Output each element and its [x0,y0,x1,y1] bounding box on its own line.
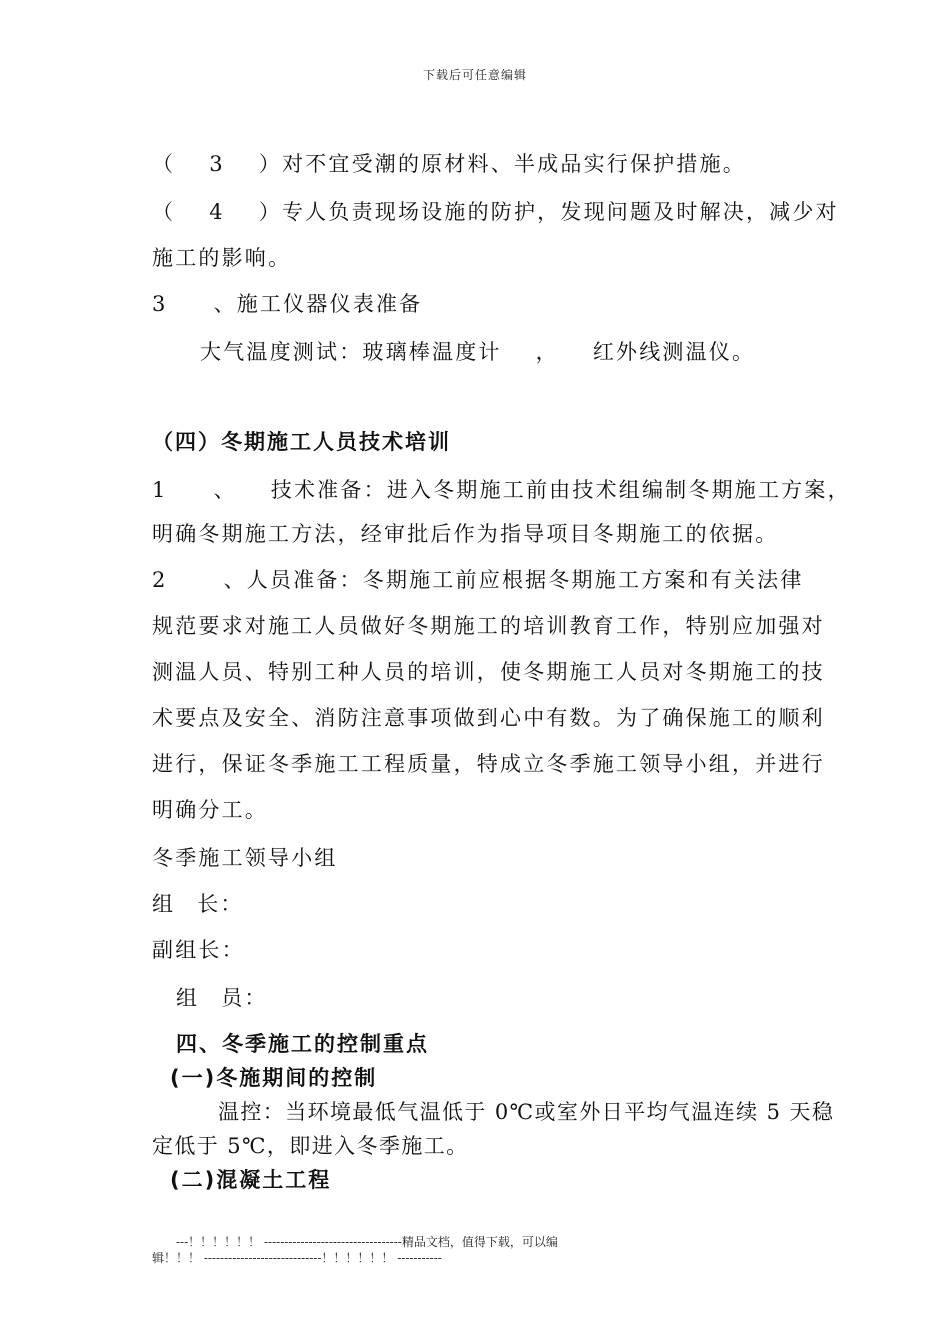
leadership-group-title: 冬季施工领导小组 [152,846,338,870]
training-heading: （四）冬期施工人员技术培训 [152,430,451,454]
instrument-infrared: 红外线测温仪。 [592,340,756,364]
footer-line-2: 辑！！！ -----------------------------！！！！！！ ----------- [152,1251,442,1265]
group-leader-line [152,890,244,918]
section-3-text: 、施工仪器仪表准备 [213,292,423,316]
staff-prep-line-2: 规范要求对施工人员做好冬期施工的培训教育工作，特别应加强对 [152,614,825,638]
staff-prep-line-5: 进行，保证冬季施工工程质量，特成立冬季施工领导小组，并进行 [152,752,825,776]
tech-prep-sep: 、 [213,478,237,502]
tech-prep-line [152,476,851,504]
item-3-open-paren: （ [152,152,176,176]
staff-prep-line-4: 术要点及安全、消防注意事项做到心中有数。为了确保施工的顺利 [152,706,825,730]
instrument-comma: ， [535,340,559,364]
instrument-thermometer: 大气温度测试：玻璃棒温度计 [200,340,502,364]
page-header: 下载后可任意编辑 [422,68,527,82]
temperature-control-continuation: 定低于 5℃，即进入冬季施工。 [152,1134,469,1158]
item-4-continuation: 施工的影响。 [152,246,292,270]
winter-control-heading: (一)冬施期间的控制 [170,1066,378,1090]
tech-prep-number: 1 [152,478,168,502]
section-3-heading [152,290,422,318]
staff-prep-line [152,566,804,594]
tech-prep-text: 技术准备：进入冬期施工前由技术组编制冬期施工方案， [270,478,851,502]
item-4-number: 4 [209,200,225,224]
members-label-b: 员： [221,986,268,1010]
staff-prep-line-6: 明确分工。 [152,798,268,822]
staff-prep-number: 2 [152,568,168,592]
temperature-control-line: 温控：当环境最低气温低于 0℃或室外日平均气温连续 5 天稳 [218,1100,835,1124]
control-points-heading: 四、冬季施工的控制重点 [176,1032,429,1056]
staff-prep-line-3: 测温人员、特别工种人员的培训，使冬期施工人员对冬期施工的技 [152,660,825,684]
deputy-leader-line: 副组长： [152,938,245,962]
item-4-open-paren: （ [152,200,176,224]
instruments-line [200,338,755,366]
footer-line-1: ---！！！！！！ ----------------------------------精品文档，值得下载，可以编 [176,1235,558,1249]
item-3-line [152,150,746,178]
concrete-heading: (二)混凝土工程 [170,1168,332,1192]
staff-prep-text: 、人员准备：冬期施工前应根据冬期施工方案和有关法律 [223,568,804,592]
members-label-a: 组 [176,986,200,1010]
group-leader-label-b: 长： [197,892,244,916]
item-4-text: ）专人负责现场设施的防护，发现问题及时解决，减少对 [258,200,839,224]
item-3-text: ）对不宜受潮的原材料、半成品实行保护措施。 [258,152,746,176]
tech-prep-continuation: 明确冬期施工方法，经审批后作为指导项目冬期施工的依据。 [152,522,779,546]
members-line [176,984,268,1012]
section-3-number: 3 [152,292,168,316]
item-4-line [152,198,839,226]
group-leader-label-a: 组 [152,892,176,916]
item-3-number: 3 [209,152,225,176]
